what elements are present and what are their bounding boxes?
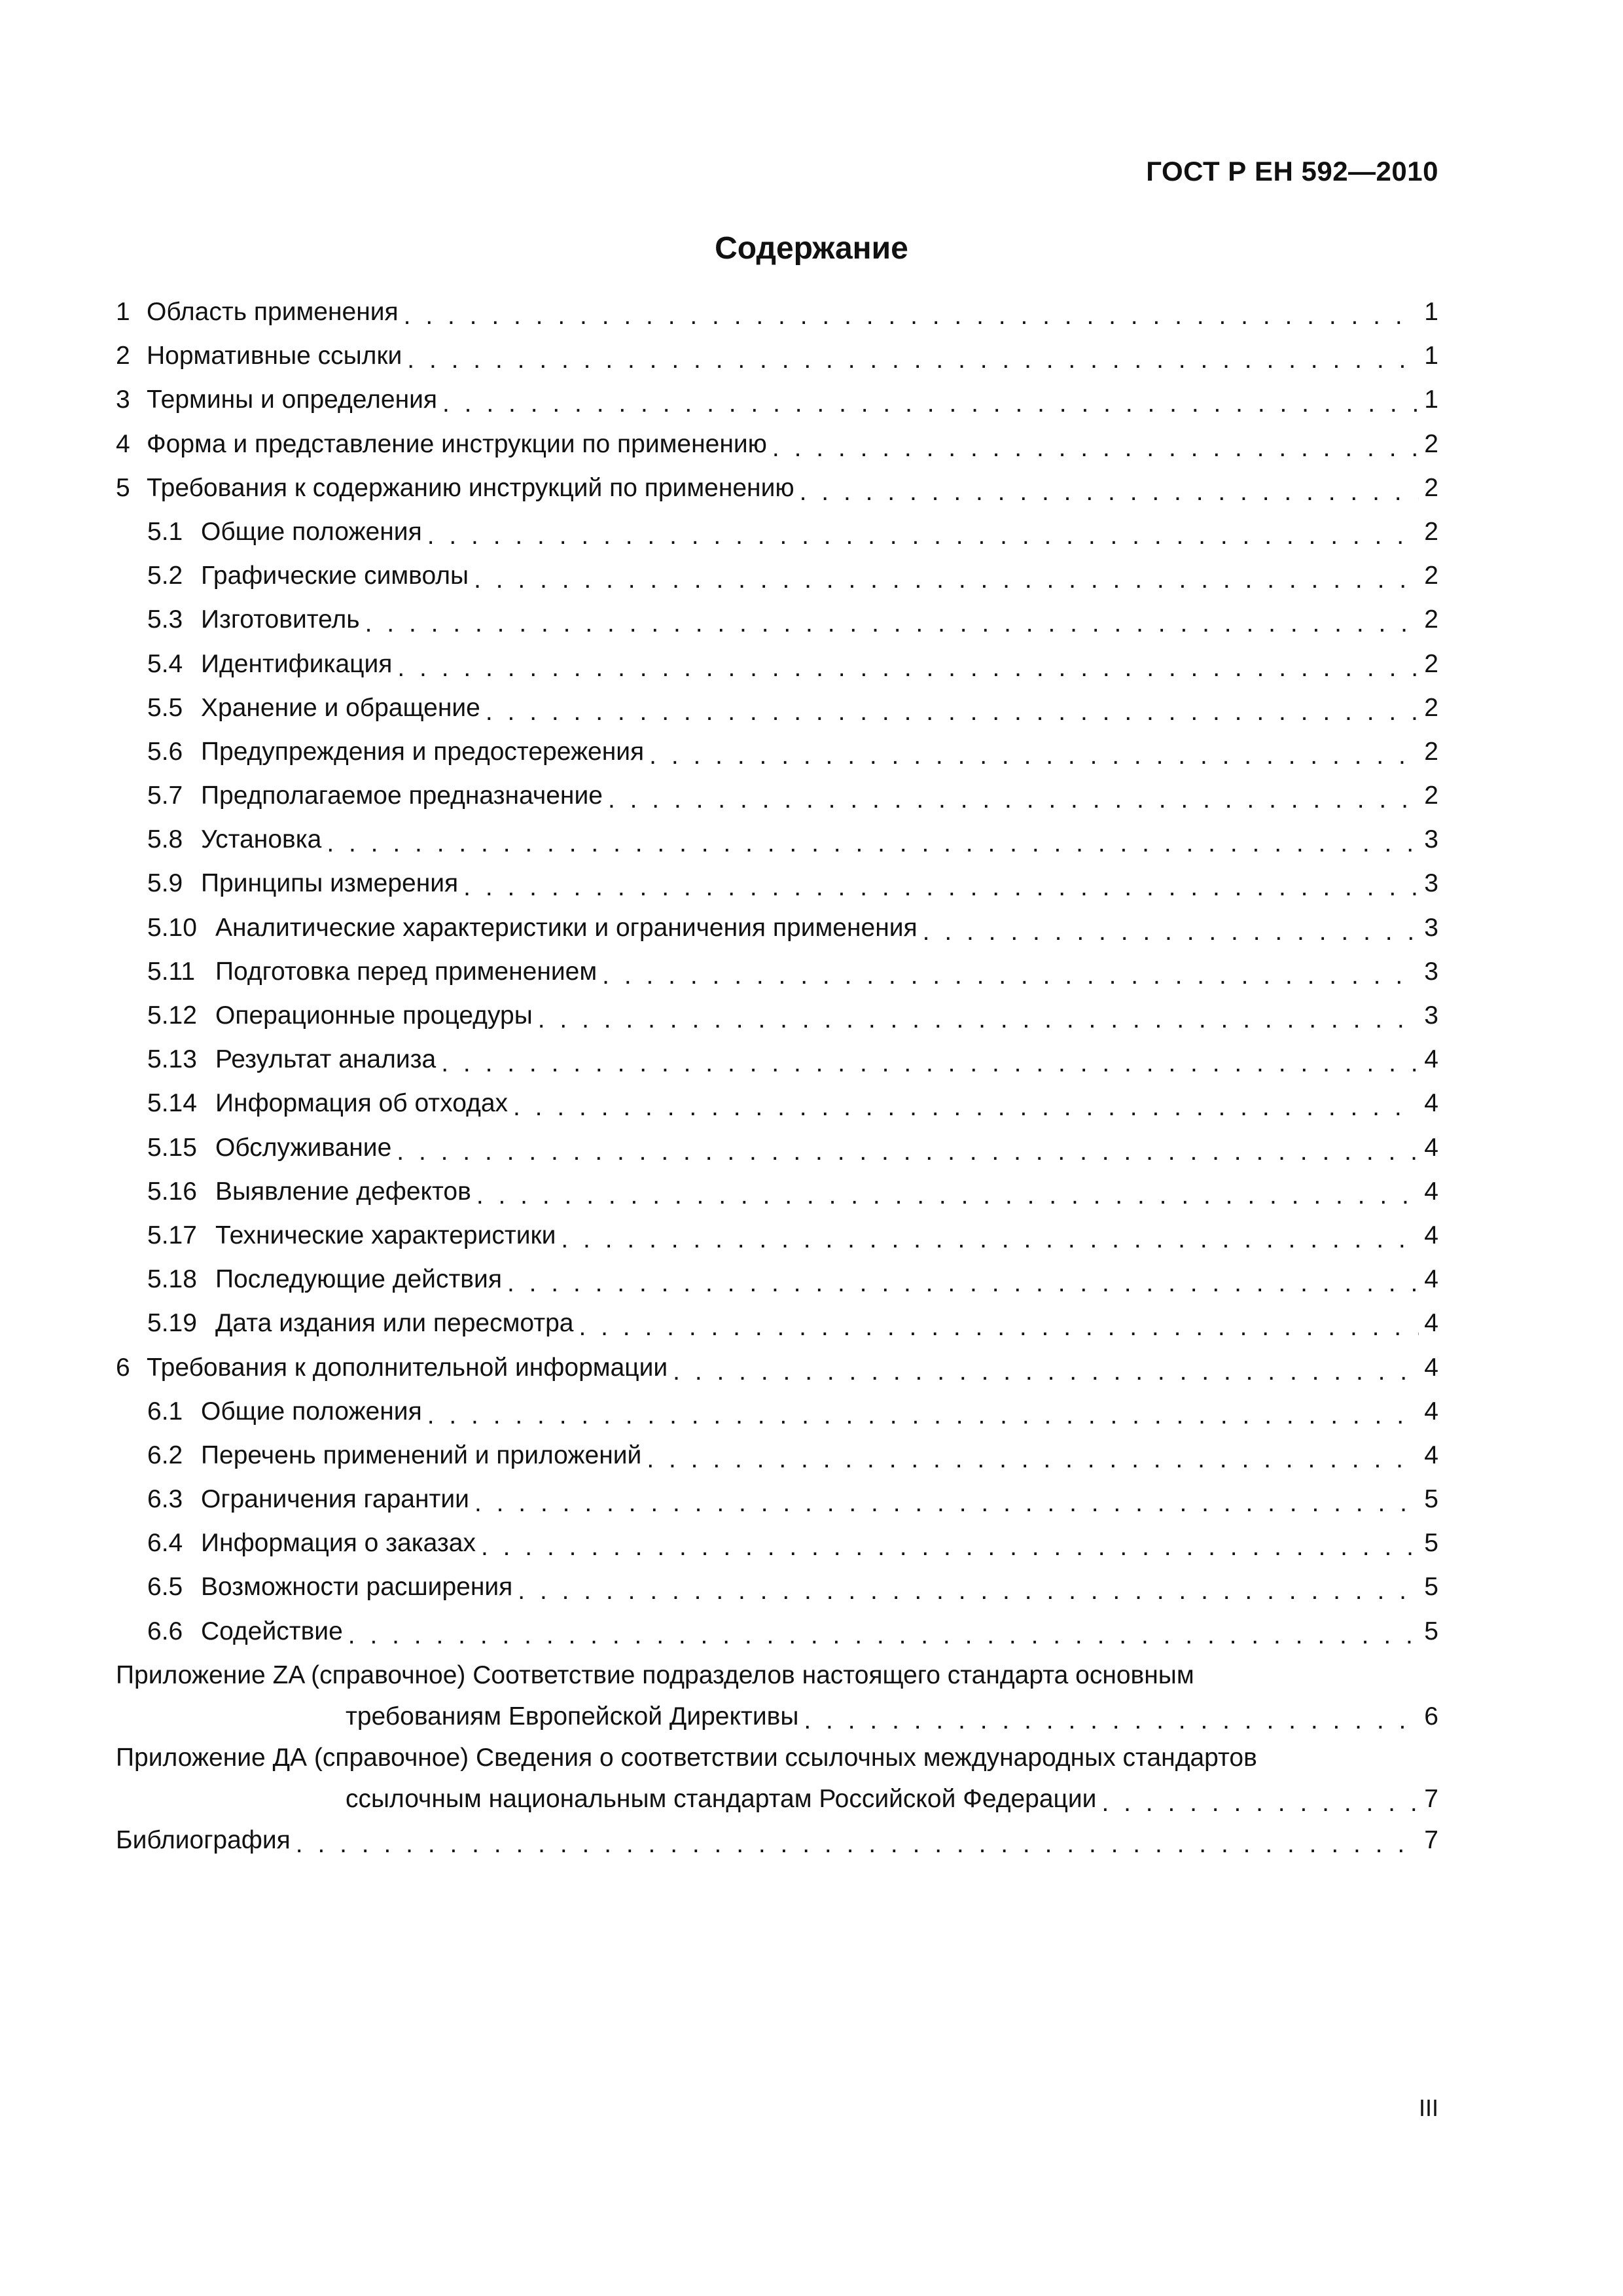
toc-item-label: Термины и определения <box>147 386 438 414</box>
toc-item-page: 3 <box>1424 869 1438 898</box>
toc-item-label: Содействие <box>201 1617 343 1645</box>
dot-leader <box>397 1138 1419 1163</box>
dot-leader <box>348 1621 1419 1647</box>
dot-leader <box>507 1269 1419 1295</box>
appendix-za-title-line2-row <box>116 1702 1438 1744</box>
appendix-da-title-line2: ссылочным национальным стандартам Российской Федерации <box>346 1784 1097 1813</box>
dot-leader <box>608 785 1419 811</box>
toc-item-page: 4 <box>1424 1353 1438 1382</box>
appendix-da-page: 7 <box>1424 1784 1438 1813</box>
appendix-za-page: 6 <box>1424 1702 1438 1731</box>
toc-item[interactable] <box>116 518 1438 562</box>
toc-item[interactable] <box>116 1354 1438 1397</box>
toc-item[interactable] <box>116 738 1438 781</box>
toc-item-number: 5.6 <box>147 737 183 766</box>
toc-item[interactable] <box>116 1221 1438 1265</box>
bibliography-label: Библиография <box>116 1825 291 1854</box>
toc-item-label: Графические символы <box>201 562 469 590</box>
toc-item-bibliography[interactable] <box>116 1826 1438 1870</box>
toc-item-label: Ограничения гарантии <box>201 1485 469 1514</box>
toc-item[interactable] <box>116 694 1438 738</box>
toc-item[interactable] <box>116 650 1438 694</box>
dot-leader <box>474 1489 1419 1515</box>
toc-item[interactable] <box>116 430 1438 474</box>
dot-leader <box>647 1445 1419 1471</box>
toc-item-number: 5.9 <box>147 869 183 898</box>
toc-item-number: 5.14 <box>147 1089 197 1118</box>
toc-item-page: 5 <box>1424 1485 1438 1514</box>
toc-item-number: 5.1 <box>147 517 183 546</box>
toc-item[interactable] <box>116 1089 1438 1133</box>
dot-leader <box>407 346 1419 371</box>
toc-item[interactable] <box>116 605 1438 649</box>
toc-item-label: Информация о заказах <box>201 1529 476 1558</box>
toc-item-page: 1 <box>1424 386 1438 414</box>
toc-title: Содержание <box>715 231 908 266</box>
toc-item[interactable] <box>116 781 1438 825</box>
dot-leader <box>474 565 1419 591</box>
toc-item-number: 5.4 <box>147 649 183 678</box>
toc-item-label: Результат анализа <box>215 1045 437 1074</box>
page-number: III <box>1418 2094 1438 2121</box>
toc-item-label: Аналитические характеристики и ограничения применения <box>215 913 918 942</box>
dot-leader <box>923 918 1419 943</box>
toc-item-number: 5.16 <box>147 1177 197 1206</box>
toc-item-page: 2 <box>1424 781 1438 810</box>
dot-leader <box>463 873 1419 899</box>
toc-item-label: Обслуживание <box>215 1133 392 1162</box>
dot-leader <box>513 1093 1419 1119</box>
toc-item-number: 5 <box>116 473 130 502</box>
toc-item-number: 5.18 <box>147 1265 197 1294</box>
dot-leader <box>486 698 1419 723</box>
appendix-za-title-line1: Приложение ZA (справочное) Соответствие подразделов настоящего стандарта основным <box>116 1660 1194 1689</box>
dot-leader <box>673 1357 1419 1383</box>
toc-item[interactable] <box>116 1573 1438 1617</box>
toc-item-label: Подготовка перед применением <box>215 957 597 986</box>
toc-item[interactable] <box>116 914 1438 958</box>
toc-item-label: Предупреждения и предостережения <box>201 737 645 766</box>
toc-item-page: 5 <box>1424 1617 1438 1645</box>
toc-item-page: 1 <box>1424 298 1438 326</box>
toc-item[interactable] <box>116 386 1438 429</box>
dot-leader <box>427 522 1419 547</box>
dot-leader <box>327 829 1419 855</box>
toc-item-label: Предполагаемое предназначение <box>201 781 603 810</box>
dot-leader <box>602 961 1419 987</box>
toc-item[interactable] <box>116 298 1438 342</box>
toc-item-page: 4 <box>1424 1397 1438 1426</box>
dot-leader <box>365 609 1419 635</box>
toc-item[interactable] <box>116 1397 1438 1441</box>
dot-leader <box>441 1049 1419 1075</box>
toc-item[interactable] <box>116 562 1438 605</box>
toc-item-page: 2 <box>1424 562 1438 590</box>
toc-item-label: Дата издания или пересмотра <box>215 1309 574 1338</box>
toc-item[interactable] <box>116 958 1438 1001</box>
dot-leader <box>561 1225 1419 1251</box>
toc-item-label: Перечень применений и приложений <box>201 1441 642 1469</box>
toc-item-label: Операционные процедуры <box>215 1001 533 1030</box>
toc-item-label: Требования к содержанию инструкций по применению <box>147 473 794 502</box>
toc-item-label: Возможности расширения <box>201 1573 513 1602</box>
toc-item-label: Область применения <box>147 298 399 326</box>
toc-item-page: 2 <box>1424 605 1438 634</box>
toc-item-number: 5.19 <box>147 1309 197 1338</box>
toc-item[interactable] <box>116 342 1438 386</box>
dot-leader <box>649 742 1419 767</box>
toc-item-number: 5.2 <box>147 562 183 590</box>
toc-item-number: 6.4 <box>147 1529 183 1558</box>
toc-item-page: 2 <box>1424 649 1438 678</box>
toc-item-number: 5.8 <box>147 825 183 854</box>
toc-item-page: 4 <box>1424 1177 1438 1206</box>
toc-item-number: 6.5 <box>147 1573 183 1602</box>
toc-item[interactable] <box>116 825 1438 869</box>
toc-item-page: 3 <box>1424 825 1438 854</box>
toc-item-number: 6.2 <box>147 1441 183 1469</box>
dot-leader <box>397 654 1419 679</box>
dot-leader <box>804 1706 1419 1732</box>
toc-item[interactable] <box>116 1309 1438 1353</box>
toc-item-label: Форма и представление инструкции по применению <box>147 429 767 458</box>
toc-item-label: Выявление дефектов <box>215 1177 471 1206</box>
toc-item-page: 1 <box>1424 342 1438 370</box>
toc-item-number: 5.3 <box>147 605 183 634</box>
table-of-contents <box>116 298 1438 1870</box>
toc-item-page: 4 <box>1424 1089 1438 1118</box>
toc-item-number: 5.11 <box>147 957 196 986</box>
toc-item-number: 5.5 <box>147 693 183 722</box>
toc-item[interactable] <box>116 474 1438 518</box>
toc-item[interactable] <box>116 1045 1438 1089</box>
toc-item-number: 5.13 <box>147 1045 197 1074</box>
toc-item-page: 5 <box>1424 1573 1438 1602</box>
toc-item[interactable] <box>116 1001 1438 1045</box>
toc-item-page: 4 <box>1424 1441 1438 1469</box>
toc-item[interactable] <box>116 1441 1438 1485</box>
toc-item[interactable] <box>116 869 1438 913</box>
dot-leader <box>579 1313 1419 1338</box>
dot-leader <box>518 1577 1419 1602</box>
toc-item-number: 5.12 <box>147 1001 197 1030</box>
toc-item[interactable] <box>116 1485 1438 1529</box>
toc-item[interactable] <box>116 1617 1438 1661</box>
dot-leader <box>538 1005 1419 1031</box>
dot-leader <box>404 302 1419 327</box>
toc-item-label: Технические характеристики <box>215 1221 556 1249</box>
toc-item-page: 3 <box>1424 1001 1438 1030</box>
toc-item-page: 3 <box>1424 957 1438 986</box>
toc-item-page: 2 <box>1424 429 1438 458</box>
appendix-da-title-line2-row <box>116 1785 1438 1826</box>
document-id: ГОСТ Р ЕН 592—2010 <box>1146 156 1438 187</box>
toc-item-number: 2 <box>116 342 130 370</box>
dot-leader <box>296 1830 1419 1856</box>
toc-item-label: Изготовитель <box>201 605 360 634</box>
toc-item-number: 1 <box>116 298 130 326</box>
toc-item-number: 5.7 <box>147 781 183 810</box>
dot-leader <box>1101 1789 1419 1814</box>
toc-item-page: 2 <box>1424 473 1438 502</box>
toc-item-label: Последующие действия <box>215 1265 502 1294</box>
toc-item-label: Идентификация <box>201 649 393 678</box>
toc-item[interactable] <box>116 1134 1438 1177</box>
toc-item-label: Общие положения <box>201 1397 422 1426</box>
toc-item-number: 4 <box>116 429 130 458</box>
toc-item-number: 6.3 <box>147 1485 183 1514</box>
toc-item-page: 2 <box>1424 517 1438 546</box>
toc-item-label: Установка <box>201 825 322 854</box>
toc-item-page: 4 <box>1424 1133 1438 1162</box>
toc-item-page: 4 <box>1424 1221 1438 1249</box>
toc-item-label: Принципы измерения <box>201 869 459 898</box>
toc-item-number: 6.6 <box>147 1617 183 1645</box>
toc-item-page: 2 <box>1424 737 1438 766</box>
appendix-da-title-line1: Приложение ДА (справочное) Сведения о соответствии ссылочных международных стандартов <box>116 1743 1257 1772</box>
toc-item-page: 5 <box>1424 1529 1438 1558</box>
toc-item-page: 3 <box>1424 913 1438 942</box>
toc-item-label: Хранение и обращение <box>201 693 480 722</box>
toc-item-label: Информация об отходах <box>215 1089 508 1118</box>
toc-item-appendix-da[interactable] <box>116 1744 1438 1826</box>
toc-item-page: 4 <box>1424 1045 1438 1074</box>
dot-leader <box>476 1181 1419 1207</box>
dot-leader <box>427 1401 1419 1427</box>
toc-item[interactable] <box>116 1265 1438 1309</box>
toc-item-page: 4 <box>1424 1309 1438 1338</box>
toc-item-label: Общие положения <box>201 517 422 546</box>
toc-item-number: 3 <box>116 386 130 414</box>
toc-item[interactable] <box>116 1529 1438 1573</box>
dot-leader <box>481 1533 1419 1558</box>
dot-leader <box>800 478 1419 503</box>
toc-item-number: 5.10 <box>147 913 197 942</box>
toc-item-label: Нормативные ссылки <box>147 342 402 370</box>
toc-item-label: Требования к дополнительной информации <box>147 1353 668 1382</box>
toc-item[interactable] <box>116 1177 1438 1221</box>
toc-item-appendix-za[interactable] <box>116 1661 1438 1744</box>
toc-item-page: 2 <box>1424 693 1438 722</box>
dot-leader <box>772 434 1419 459</box>
toc-item-number: 5.15 <box>147 1133 197 1162</box>
appendix-za-title-line2: требованиям Европейской Директивы <box>346 1702 799 1731</box>
toc-item-page: 4 <box>1424 1265 1438 1294</box>
dot-leader <box>442 389 1419 415</box>
toc-item-number: 5.17 <box>147 1221 197 1249</box>
bibliography-page: 7 <box>1424 1825 1438 1854</box>
toc-item-number: 6.1 <box>147 1397 183 1426</box>
toc-item-number: 6 <box>116 1353 130 1382</box>
